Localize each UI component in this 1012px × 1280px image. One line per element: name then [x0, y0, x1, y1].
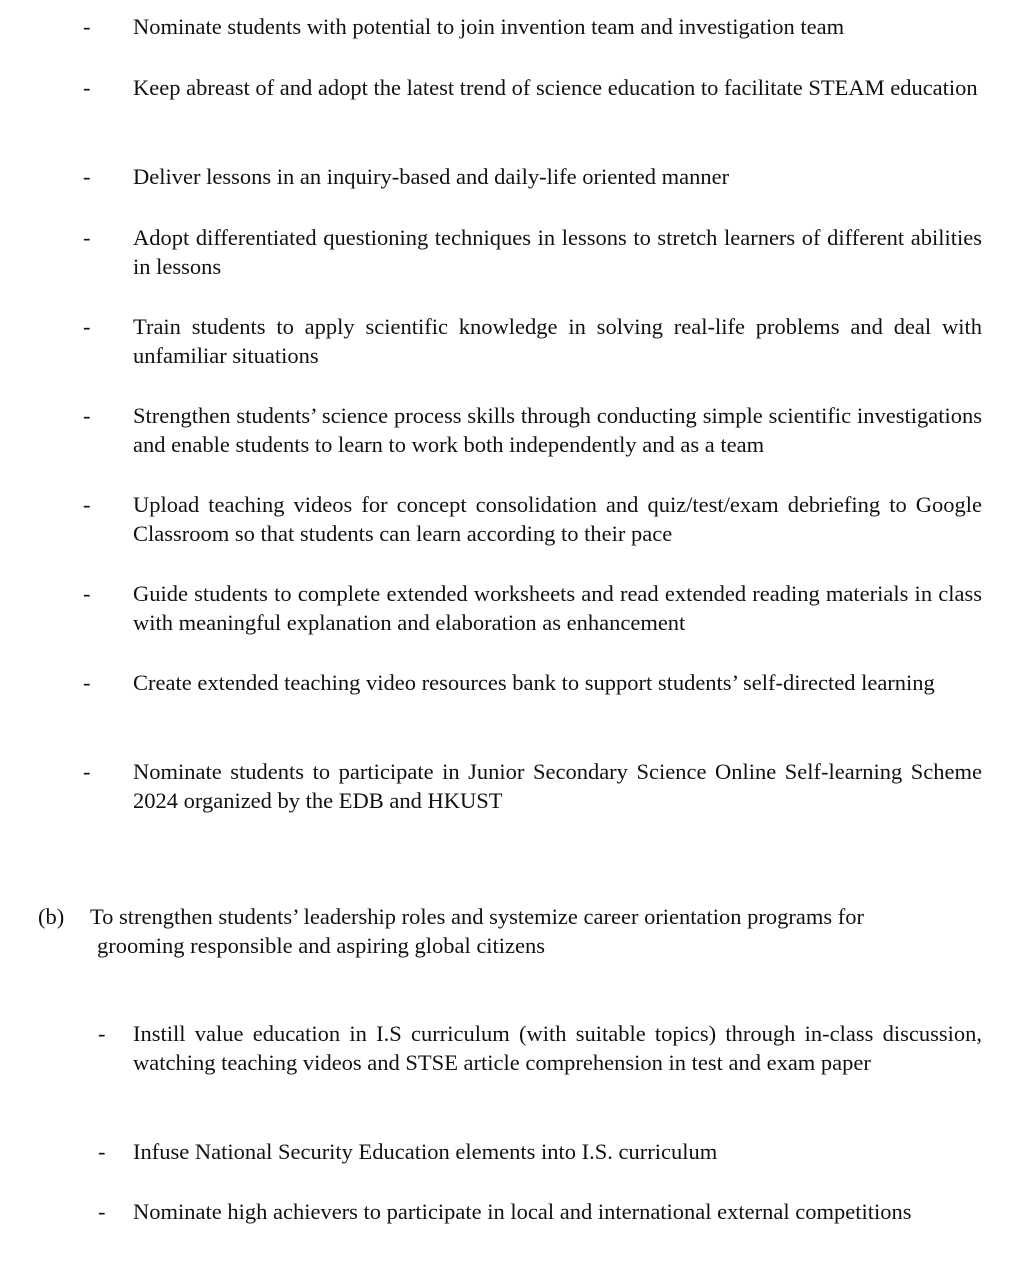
dash-bullet: - — [83, 75, 91, 100]
dash-bullet: - — [98, 1021, 106, 1046]
list-item-text: Keep abreast of and adopt the latest trend of science education to facilitate STEAM education — [133, 75, 978, 100]
dash-bullet: - — [83, 492, 91, 517]
section-title — [90, 902, 970, 960]
dash-bullet: - — [83, 314, 91, 339]
section-title-line-2: grooming responsible and aspiring global citizens — [97, 933, 546, 958]
dash-bullet: - — [83, 670, 91, 695]
list-item-text: Infuse National Security Education elements into I.S. curriculum — [133, 1139, 718, 1164]
dash-bullet: - — [83, 759, 91, 784]
list-item-text: Deliver lessons in an inquiry-based and daily-life oriented manner — [133, 164, 730, 189]
dash-bullet: - — [83, 403, 91, 428]
list-item-text: Train students to apply scientific knowledge in solving real-life problems and deal with unfamiliar situations — [133, 314, 982, 368]
section-label: (b) — [38, 904, 65, 929]
dash-bullet: - — [83, 581, 91, 606]
list-item-text: Strengthen students’ science process skills through conducting simple scientific investigations and enable students to learn to work both independently and as a team — [133, 403, 982, 457]
list-item-text: Nominate high achievers to participate in local and international external competitions — [133, 1199, 912, 1224]
dash-bullet: - — [83, 14, 91, 39]
list-item-text: Create extended teaching video resources bank to support students’ self-directed learning — [133, 670, 935, 695]
dash-bullet: - — [98, 1139, 106, 1164]
dash-bullet: - — [98, 1199, 106, 1224]
dash-bullet: - — [83, 164, 91, 189]
list-item-text: Instill value education in I.S curriculum (with suitable topics) through in-class discussion, watching teaching videos and STSE article comprehension in test and exam paper — [133, 1021, 982, 1075]
list-item-text: Adopt differentiated questioning techniques in lessons to stretch learners of different abilities in lessons — [133, 225, 982, 279]
list-item-text: Nominate students to participate in Junior Secondary Science Online Self-learning Scheme 2024 organized by the EDB and HKUST — [133, 759, 982, 813]
section-title-line-1: To strengthen students’ leadership roles and systemize career orientation programs for — [90, 904, 864, 929]
list-item-text: Nominate students with potential to join invention team and investigation team — [133, 14, 845, 39]
list-item-text: Guide students to complete extended worksheets and read extended reading materials in class with meaningful explanation and elaboration as enhancement — [133, 581, 982, 635]
list-item-text: Upload teaching videos for concept consolidation and quiz/test/exam debriefing to Google Classroom so that students can learn according to their pace — [133, 492, 982, 546]
dash-bullet: - — [83, 225, 91, 250]
